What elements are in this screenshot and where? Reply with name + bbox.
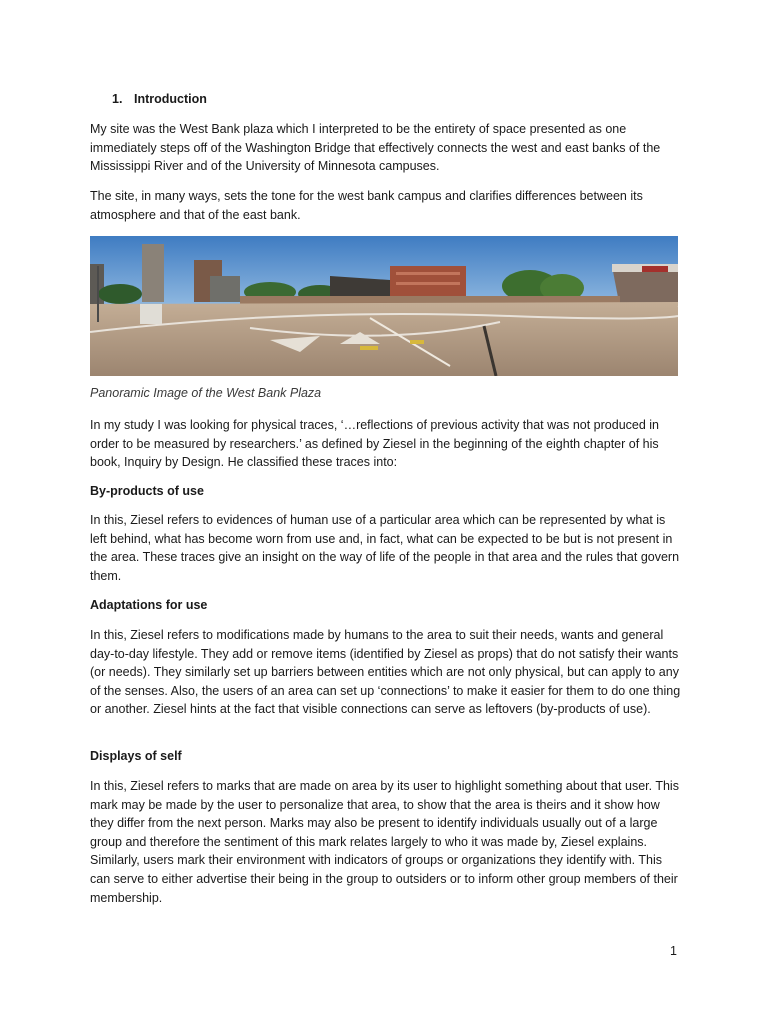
paragraph-by-products: In this, Ziesel refers to evidences of human use of a particular area which can be represented by what is left behind, what has become worn from use and, in fact, what can be expected to be but is not present in the area. These traces give an insight on the way of life of the people in that area and the rules that govern them. — [90, 513, 680, 583]
paragraph-adaptations: In this, Ziesel refers to modifications made by humans to the area to suit their needs, wants and general day-to-day lifestyle. They add or remove items (identified by Ziesel as props) that do not satisfy their wants (or needs). They similarly set up barriers between entities which are not only physical, but can apply to any of the senses. Also, the users of an area can set up ‘connections’ to make it easier for them to do one thing or another. Ziesel hints at the fact that visible connections can serve as leftovers (by-products of use). — [90, 628, 681, 717]
subheading-by-products: By-products of use — [90, 484, 204, 498]
figure-caption: Panoramic Image of the West Bank Plaza — [90, 386, 322, 400]
section-title: Introduction — [134, 92, 207, 106]
subheading-adaptations: Adaptations for use — [90, 598, 208, 612]
paragraph-site-tone: The site, in many ways, sets the tone for the west bank campus and clarifies differences between its atmosphere and that of the east bank. — [90, 189, 643, 222]
subheading-displays-of-self: Displays of self — [90, 749, 182, 763]
paragraph-displays-of-self: In this, Ziesel refers to marks that are made on area by its user to highlight something about that user. This mark may be made by the user to personalize that area, to show that the area is theirs and it show how they differ from the next person. Marks may also be present to identify individuals usually out of a large group and therefore the sentiment of this mark relates largely to who it was made by, Ziesel explains. Similarly, users mark their environment with indicators of groups or organizations they identify with. This can serve to either advertise their being in the group to outsiders or to inform other group members of their membership. — [90, 779, 679, 905]
paragraph-site-description: My site was the West Bank plaza which I interpreted to be the entirety of space presented as one immediately steps off of the Washington Bridge that effectively connects the west and east banks of the Mississippi River and of the University of Minnesota campuses. — [90, 122, 661, 174]
panoramic-photo — [90, 236, 678, 376]
section-heading — [112, 92, 207, 106]
paragraph-physical-traces: In my study I was looking for physical traces, ‘…reflections of previous activity that was not produced in order to be measured by researchers.’ as defined by Ziesel in the beginning of the eighth chapter of his book, Inquiry by Design. He classified these traces into: — [90, 418, 660, 470]
section-number: 1. — [112, 92, 123, 106]
page-number: 1 — [670, 944, 677, 958]
